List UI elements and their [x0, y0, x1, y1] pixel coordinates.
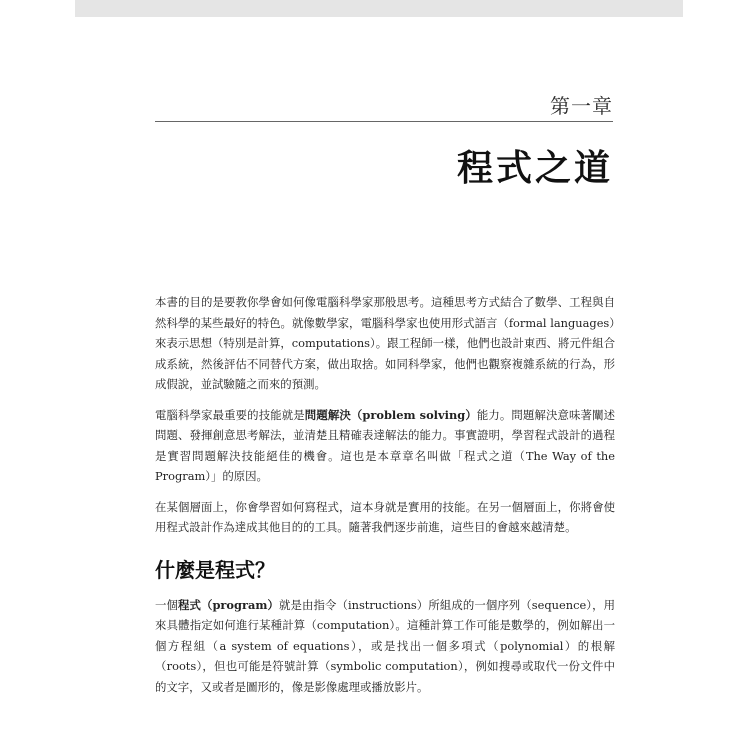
intro-paragraph: 本書的目的是要教你學會如何像電腦科學家那般思考。這種思考方式結合了數學、工程與自然科學的某些最好的特色。就像數學家，電腦科學家也使用形式語言（formal languages）來表示思想（特別是計算，computations）。跟工程師一樣，他們也設計東西、將元件組合成系統，然後評估不同替代方案，做出取捨。如同科學家，他們也觀察複雜系統的行為，形成假說，並試驗隨之而來的預測。: [155, 295, 615, 391]
program-definition-paragraph: [155, 595, 615, 698]
section-heading: 什麼是程式？: [155, 557, 275, 582]
chapter-divider: [155, 121, 613, 122]
levels-paragraph: 在某個層面上，你會學習如何寫程式，這本身就是實用的技能。在另一個層面上，你將會使用程式設計作為達成其他目的的工具。隨著我們逐步前進，這些目的會越來越清楚。: [155, 499, 615, 534]
chapter-number: 第一章: [550, 94, 613, 118]
paragraph-text: 就是由指令（instructions）所組成的一個序列（sequence），用來具體指定如何進行某種計算（computation）。這種計算工作可能是數學的，例如解出一個方程組（a system of equations），或是找出一個多項式（polynomial）的根解（roots），但也可能是符號計算（symbolic computation），例如搜尋或取代一份文件中的文字，又或者是圖形的，像是影像處理或播放影片。: [155, 597, 615, 694]
paragraph-text: 一個: [155, 597, 178, 612]
key-term: 程式（program）: [177, 597, 280, 612]
key-term: 問題解決（problem solving）: [304, 407, 477, 422]
paragraph-text: 能力。問題解決意味著闡述問題、發揮創意思考解法，並清楚且精確表達解法的能力。事實證明，學習程式設計的過程是實習問題解決技能絕佳的機會。這也是本章章名叫做「程式之道（The Way of the Program）」的原因。: [155, 407, 615, 483]
page-body: [155, 292, 615, 707]
paragraph-text: 電腦科學家最重要的技能就是: [155, 407, 305, 422]
top-scan-band: [75, 0, 683, 17]
chapter-title: 程式之道: [456, 148, 613, 189]
problem-solving-paragraph: [155, 405, 615, 487]
